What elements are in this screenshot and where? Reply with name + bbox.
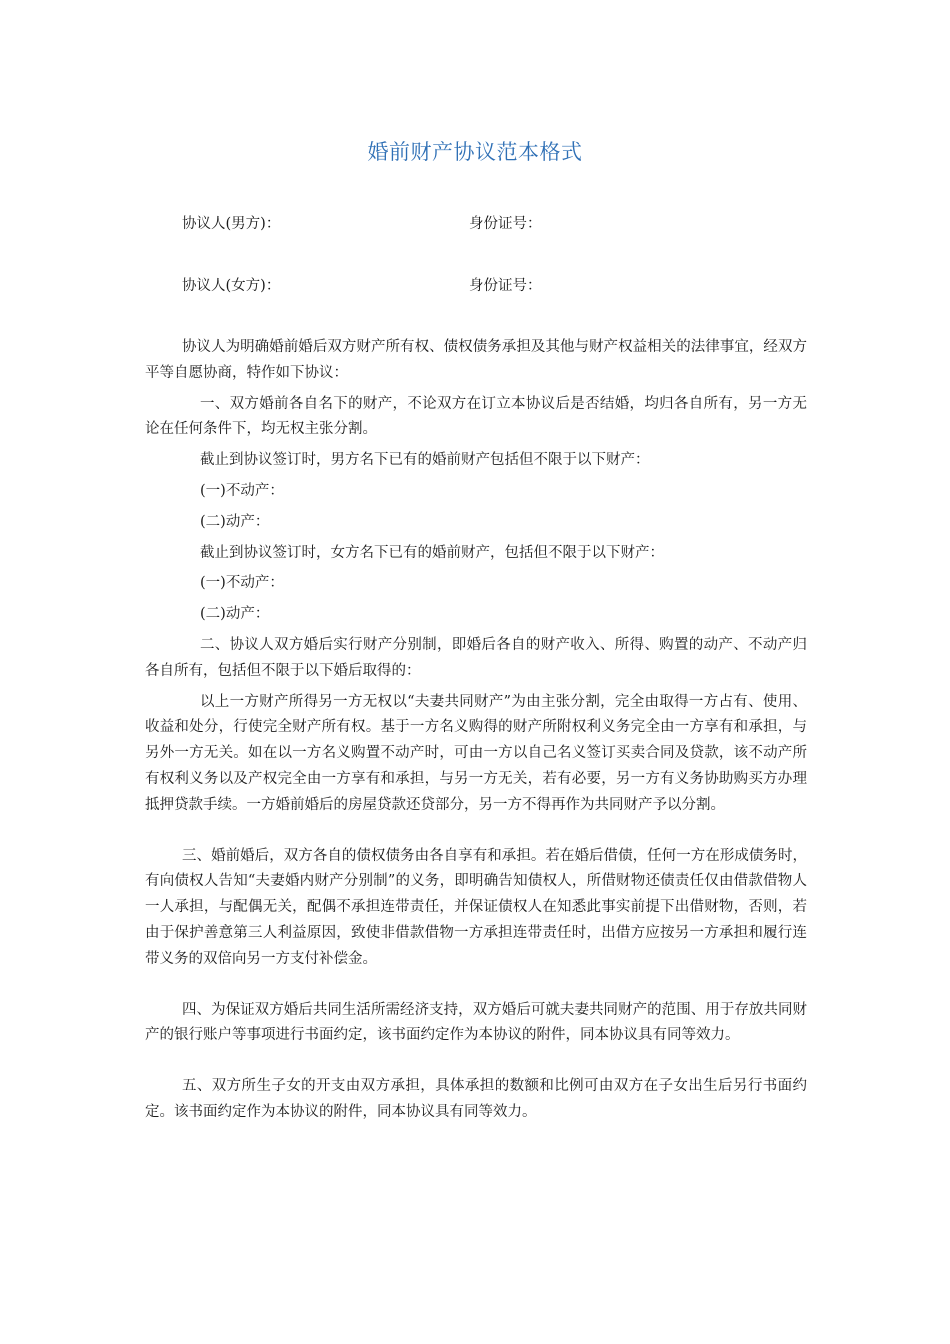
female-assets-intro: 截止到协议签订时，女方名下已有的婚前财产，包括但不限于以下财产：	[200, 544, 664, 561]
male-real-estate-line: (一)不动产：	[200, 482, 284, 499]
female-party-row	[182, 274, 802, 298]
male-movable-line: (二)动产：	[200, 513, 270, 530]
male-id-label: 身份证号：	[469, 216, 542, 232]
female-party-label: 协议人(女方)：	[182, 278, 281, 294]
male-party-row	[182, 212, 802, 236]
clause-5-paragraph: 五、双方所生子女的开支由双方承担，具体承担的数额和比例可由双方在子女出生后另行书面约定。该书面约定作为本协议的附件，同本协议具有同等效力。	[145, 1078, 807, 1120]
agreement-body	[145, 335, 807, 1131]
clause-1-paragraph: 一、双方婚前各自名下的财产，不论双方在订立本协议后是否结婚，均归各自所有，另一方无论在任何条件下，均无权主张分割。	[145, 395, 807, 438]
female-real-estate-line: (一)不动产：	[200, 575, 284, 592]
clause-3-paragraph: 三、婚前婚后，双方各自的债权债务由各自享有和承担。若在婚后借债，任何一方在形成债务时，有向债权人告知“夫妻婚内财产分别制”的义务，即明确告知债权人，所借财物还债责任仅由借款借物人一人承担，与配偶无关，配偶不承担连带责任，并保证债权人在知悉此事实前提下出借财物，否则，若由于保护善意第三人利益原因，致使非借款借物一方承担连带责任时，出借方应按另一方承担和履行连带义务的双倍向另一方支付补偿金。	[145, 847, 807, 967]
page-title: 婚前财产协议范本格式	[367, 140, 583, 164]
female-movable-line: (二)动产：	[200, 606, 270, 623]
clause-2-paragraph: 二、协议人双方婚后实行财产分别制，即婚后各自的财产收入、所得、购置的动产、不动产归各自所有，包括但不限于以下婚后取得的：	[145, 636, 807, 679]
intro-paragraph: 协议人为明确婚前婚后双方财产所有权、债权债务承担及其他与财产权益相关的法律事宜，经双方平等自愿协商，特作如下协议：	[145, 339, 807, 381]
male-party-label: 协议人(男方)：	[182, 216, 281, 232]
female-id-label: 身份证号：	[469, 278, 542, 294]
clause-4-paragraph: 四、为保证双方婚后共同生活所需经济支持，双方婚后可就夫妻共同财产的范围、用于存放共同财产的银行账户等事项进行书面约定，该书面约定作为本协议的附件，同本协议具有同等效力。	[145, 1001, 807, 1044]
male-assets-intro: 截止到协议签订时，男方名下已有的婚前财产包括但不限于以下财产：	[200, 452, 650, 469]
clause-2-detail-paragraph: 以上一方财产所得另一方无权以“夫妻共同财产”为由主张分割，完全由取得一方占有、使用、收益和处分，行使完全财产所有权。基于一方名义购得的财产所附权利义务完全由一方享有和承担，与另外一方无关。如在以一方名义购置不动产时，可由一方以自己名义签订买卖合同及贷款，该不动产所有权利义务以及产权完全由一方享有和承担，与另一方无关，若有必要，另一方有义务协助购买方办理抵押贷款手续。一方婚前婚后的房屋贷款还贷部分，另一方不得再作为共同财产予以分割。	[145, 693, 807, 813]
